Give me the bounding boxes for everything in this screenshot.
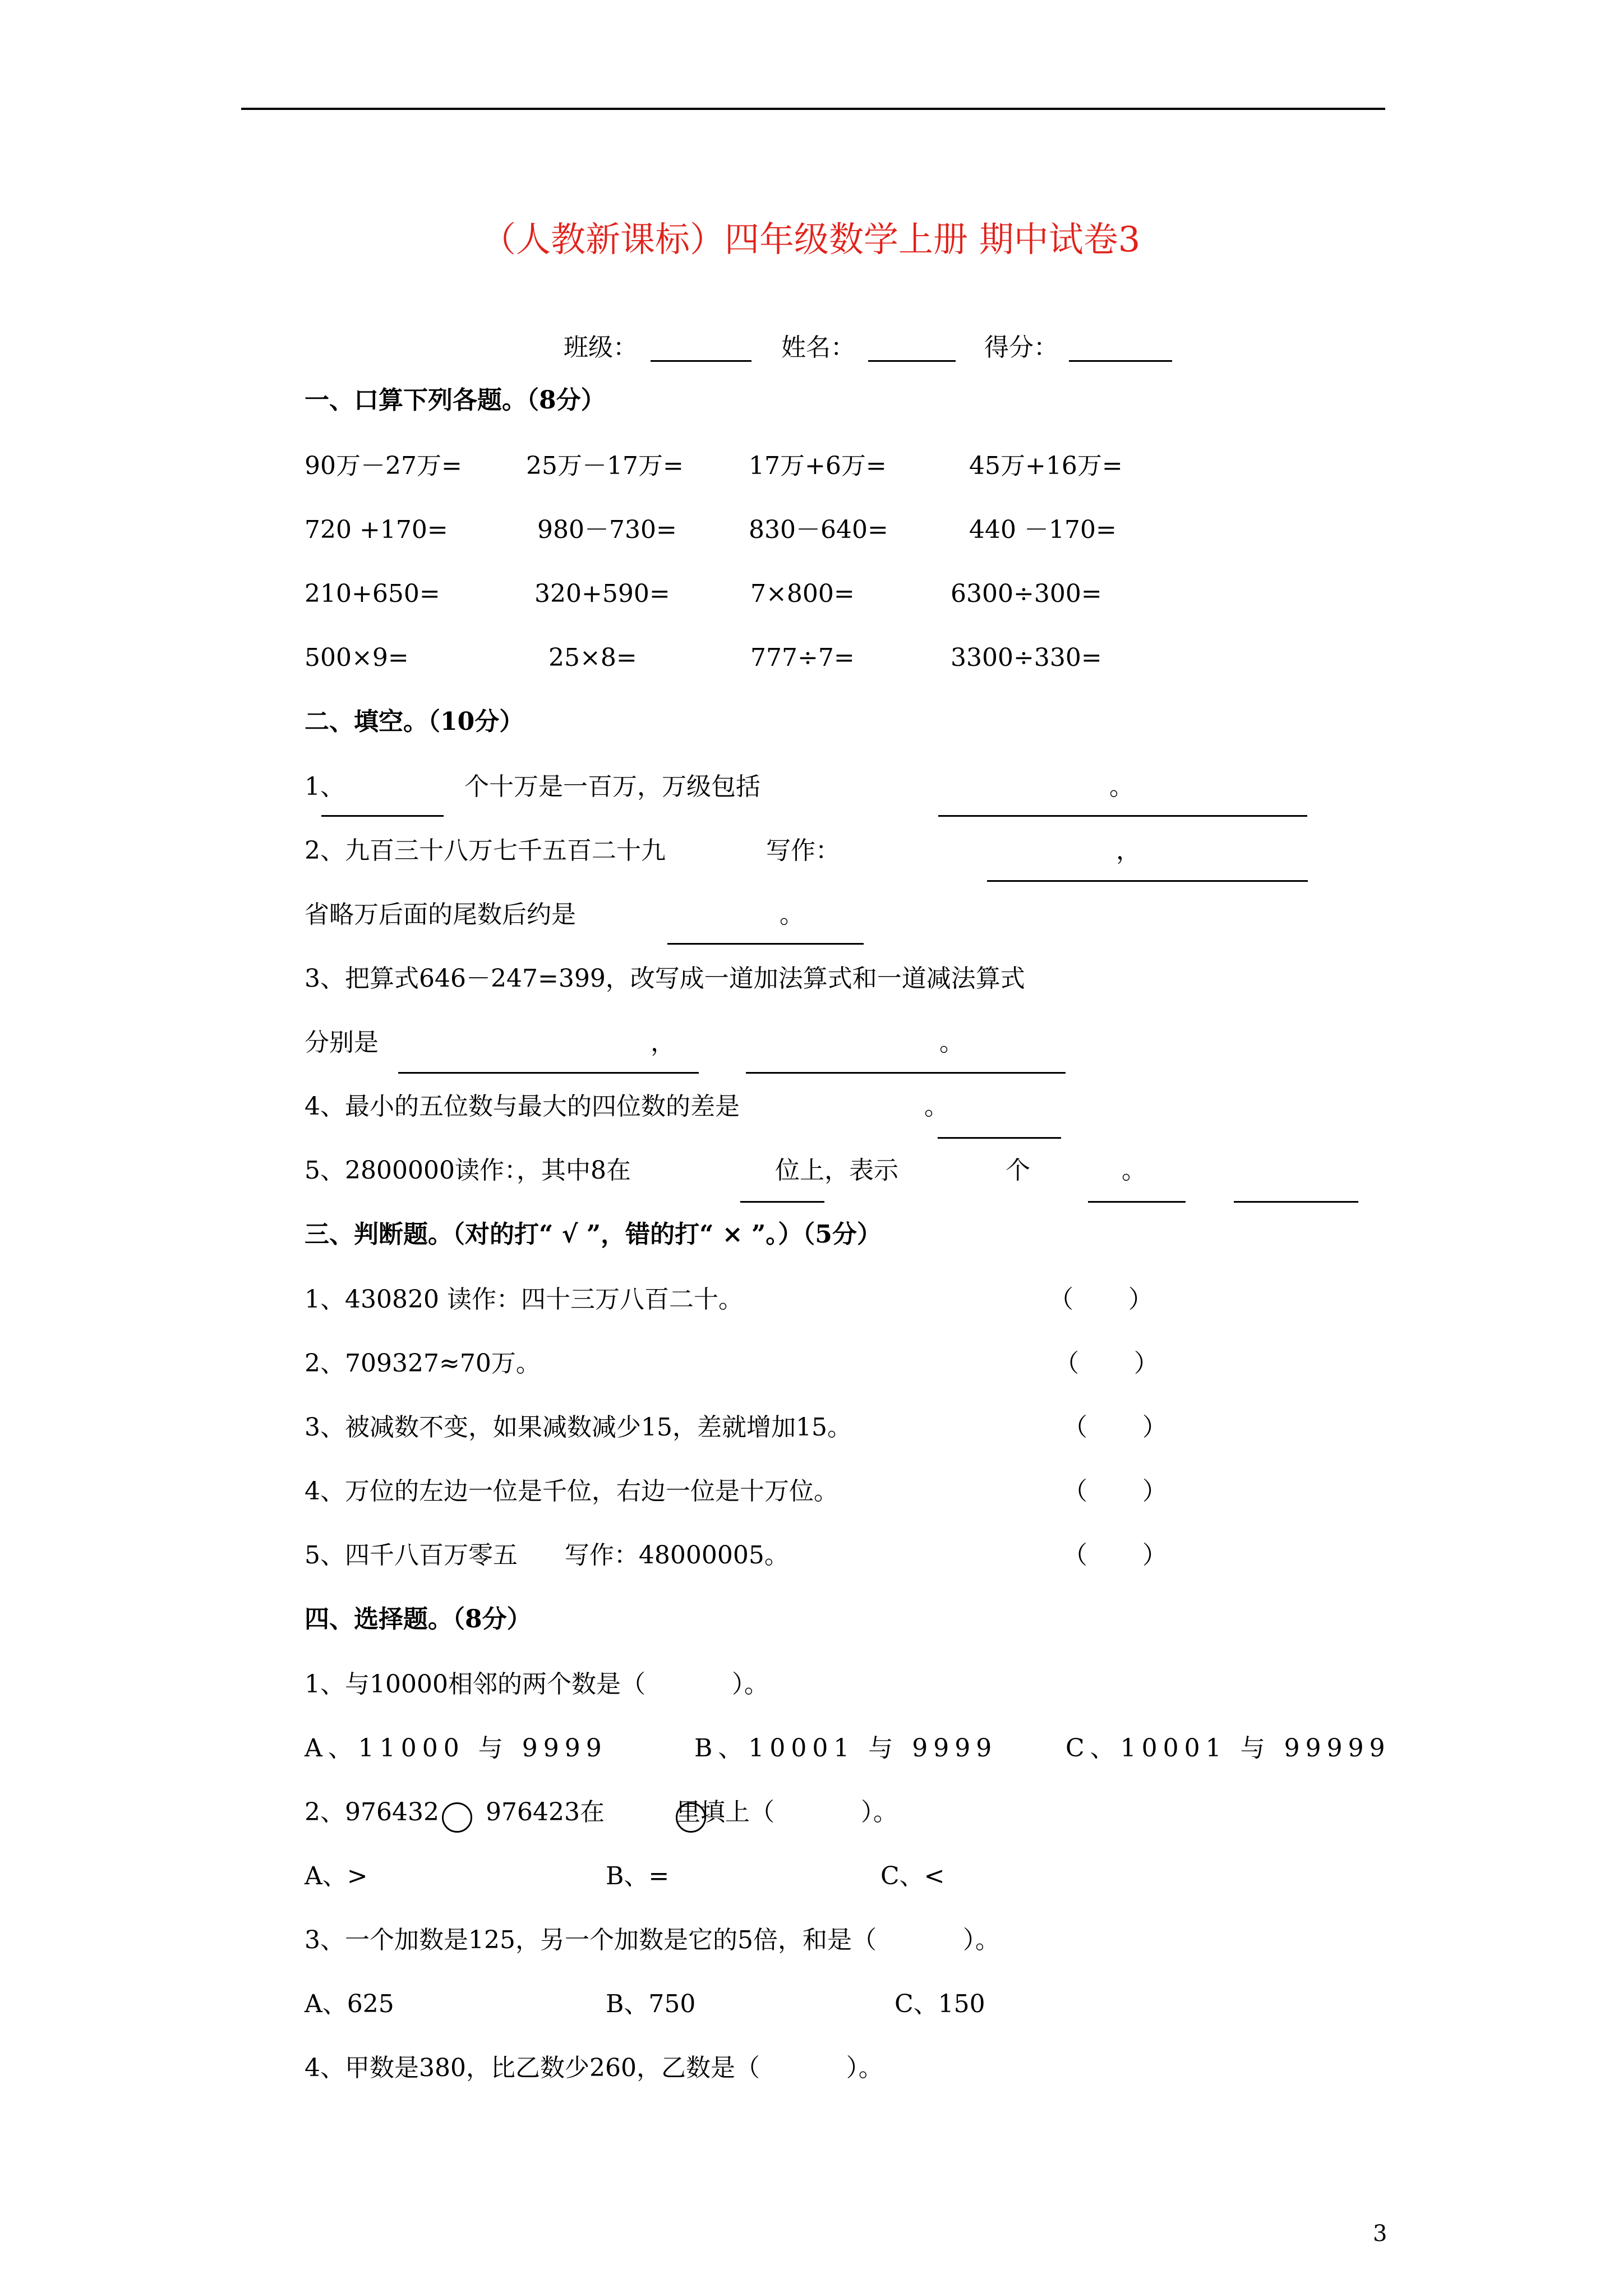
page-number: 3 [1373, 2221, 1387, 2247]
class-blank[interactable] [651, 360, 751, 362]
choice-q2-left: 2、976432 [305, 1798, 439, 1826]
fill-q2-write-label: 写作： [766, 836, 840, 865]
fill-q5-blank-2[interactable] [1088, 1201, 1186, 1203]
fill-q5-end: 。 [1122, 1156, 1146, 1185]
fill-q2-text: 2、九百三十八万七千五百二十九 [305, 836, 666, 865]
fill-q5-blank-1[interactable] [740, 1201, 824, 1203]
section-1-heading: 一、口算下列各题。（8分） [305, 386, 606, 415]
calc-item: 3300÷330= [951, 643, 1102, 672]
fill-q4-blank[interactable] [938, 1137, 1061, 1139]
header-rule [241, 108, 1385, 110]
calc-item: 45万+16万= [969, 452, 1123, 480]
choice-q1: 1、与10000相邻的两个数是（ ）。 [305, 1670, 769, 1699]
calc-item: 320+590= [534, 579, 670, 608]
judge-item: 3、被减数不变，如果减数减少15，差就增加15。 [305, 1413, 852, 1442]
fill-q3-comma: ， [651, 1028, 675, 1057]
choice-q3-option-a[interactable]: A、625 [305, 1990, 394, 2018]
fill-q5-unit: 个 [1006, 1156, 1030, 1185]
judge-answer-paren[interactable]: （ ） [1054, 1349, 1159, 1378]
calc-item: 500×9= [305, 643, 409, 672]
fill-q4-text: 4、最小的五位数与最大的四位数的差是 [305, 1092, 740, 1121]
fill-q1-end: 。 [1109, 772, 1134, 801]
judge-answer-paren[interactable]: （ ） [1063, 1541, 1167, 1570]
fill-q1-blank-2[interactable] [938, 815, 1307, 817]
calc-item: 210+650= [305, 579, 440, 608]
fill-q1-text: 个十万是一百万，万级包括 [464, 772, 760, 801]
judge-item: 2、709327≈70万。 [305, 1349, 541, 1378]
score-label: 得分： [984, 333, 1058, 362]
choice-q2-option-b[interactable]: B、= [606, 1862, 670, 1890]
fill-q4-end: 。 [924, 1092, 949, 1121]
choice-q3-option-c[interactable]: C、150 [895, 1990, 985, 2018]
choice-q3-option-b[interactable]: B、750 [606, 1990, 696, 2018]
judge-answer-paren[interactable]: （ ） [1063, 1477, 1167, 1506]
calc-item: 25×8= [548, 643, 637, 672]
calc-item: 25万－17万= [526, 452, 684, 480]
section-4-heading: 四、选择题。（8分） [305, 1605, 532, 1634]
section-3-heading: 三、判断题。（对的打“ √ ”，错的打“ × ”。）（5分） [305, 1220, 882, 1249]
judge-answer-paren[interactable]: （ ） [1063, 1413, 1167, 1442]
calc-item: 777÷7= [750, 643, 855, 672]
choice-q2-middle: 976423在 [486, 1798, 605, 1826]
judge-item: 1、430820 读作：四十三万八百二十。 [305, 1285, 743, 1314]
fill-q2-blank-1[interactable] [987, 880, 1308, 882]
calc-item: 90万－27万= [305, 452, 462, 480]
judge-answer-paren[interactable]: （ ） [1049, 1285, 1153, 1314]
fill-q3-blank-1[interactable] [398, 1072, 699, 1074]
fill-q1-blank-1[interactable] [321, 815, 444, 817]
class-label: 班级： [564, 333, 638, 362]
name-label: 姓名： [781, 333, 855, 362]
section-2-heading: 二、填空。（10分） [305, 707, 524, 736]
choice-q3: 3、一个加数是125，另一个加数是它的5倍，和是（ ）。 [305, 1926, 1000, 1954]
fill-q1-number: 1、 [305, 772, 345, 801]
calc-item: 980－730= [537, 516, 677, 544]
choice-q4: 4、甲数是380，比乙数少260，乙数是（ ）。 [305, 2054, 883, 2082]
calc-item: 7×800= [750, 579, 855, 608]
calc-item: 6300÷300= [951, 579, 1102, 608]
name-blank[interactable] [868, 360, 956, 362]
judge-item: 5、四千八百万零五 写作：48000005。 [305, 1541, 789, 1570]
compare-circle-icon[interactable] [442, 1802, 472, 1833]
calc-item: 17万+6万= [749, 452, 887, 480]
fill-q2-end: 。 [780, 900, 804, 929]
calc-item: 720 +170= [305, 516, 448, 544]
fill-q5-text: 5、2800000读作：，其中8在 [305, 1156, 631, 1185]
score-blank[interactable] [1069, 360, 1172, 362]
fill-q5-blank-3[interactable] [1234, 1201, 1358, 1203]
choice-q1-option-c[interactable]: C、10001 与 99999 [1066, 1734, 1391, 1763]
choice-q2-right: 里填上（ ）。 [676, 1798, 898, 1826]
fill-q3-blank-2[interactable] [746, 1072, 1066, 1074]
fill-q2-comma: ， [1116, 836, 1141, 865]
fill-q5-place-text: 位上，表示 [775, 1156, 898, 1185]
page-title: （人教新课标）四年级数学上册 期中试卷3 [481, 219, 1141, 260]
fill-q2-blank-2[interactable] [667, 943, 864, 945]
fill-q3-text: 3、把算式646－247=399，改写成一道加法算式和一道减法算式 [305, 964, 1025, 993]
choice-q2-option-c[interactable]: C、< [880, 1862, 945, 1890]
choice-q1-option-a[interactable]: A、11000 与 9999 [305, 1734, 607, 1763]
calc-item: 830－640= [749, 516, 888, 544]
calc-item: 440 －170= [969, 516, 1117, 544]
fill-q2-approx-text: 省略万后面的尾数后约是 [305, 900, 576, 929]
fill-q3-answer-label: 分别是 [305, 1028, 379, 1057]
judge-item: 4、万位的左边一位是千位，右边一位是十万位。 [305, 1477, 838, 1506]
fill-q3-end: 。 [939, 1028, 964, 1057]
choice-q1-option-b[interactable]: B、10001 与 9999 [694, 1734, 998, 1763]
choice-q2-option-a[interactable]: A、> [305, 1862, 368, 1890]
